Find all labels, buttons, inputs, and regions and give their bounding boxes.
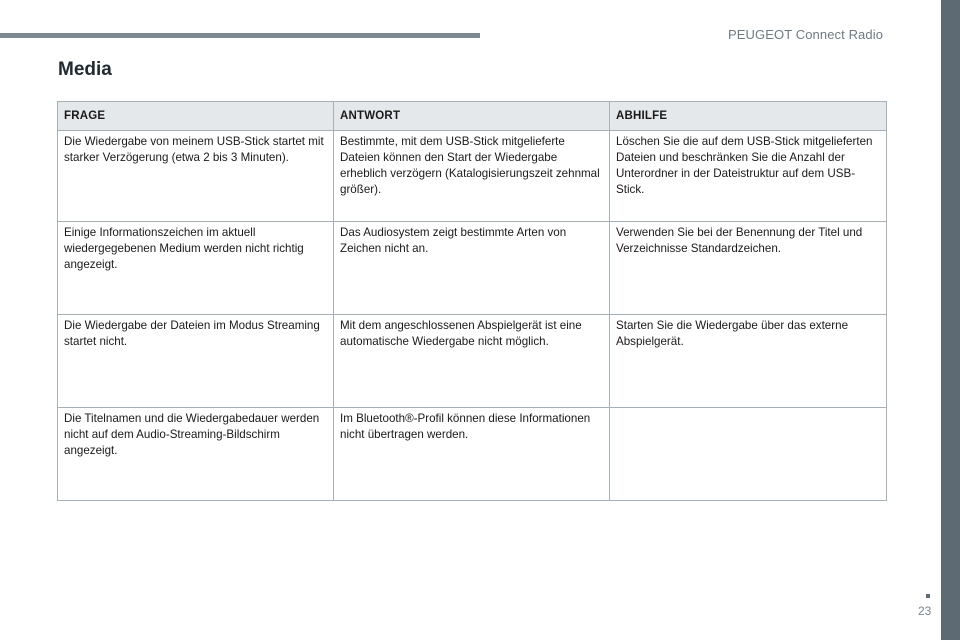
- table-row: [58, 222, 887, 315]
- page-marker: [926, 594, 930, 598]
- cell-frage: Die Wiedergabe von meinem USB-Stick startet mit starker Verzögerung (etwa 2 bis 3 Minuten).: [58, 131, 334, 222]
- cell-antwort: Bestimmte, mit dem USB-Stick mitgelieferte Dateien können den Start der Wiedergabe erheblich verzögern (Katalogisierungszeit zehnmal größer).: [334, 131, 610, 222]
- cell-antwort: Das Audiosystem zeigt bestimmte Arten von Zeichen nicht an.: [334, 222, 610, 315]
- troubleshooting-table: [57, 101, 887, 501]
- cell-frage: Die Wiedergabe der Dateien im Modus Streaming startet nicht.: [58, 315, 334, 408]
- cell-abhilfe: [610, 408, 887, 501]
- table-row: [58, 131, 887, 222]
- header-rule: [0, 33, 480, 38]
- table-header-row: [58, 102, 887, 131]
- side-strip: [941, 0, 960, 640]
- cell-antwort: Mit dem angeschlossenen Abspielgerät ist eine automatische Wiedergabe nicht möglich.: [334, 315, 610, 408]
- running-header: PEUGEOT Connect Radio: [728, 27, 884, 42]
- cell-antwort: Im Bluetooth®-Profil können diese Informationen nicht übertragen werden.: [334, 408, 610, 501]
- column-header-frage: FRAGE: [58, 102, 334, 131]
- cell-abhilfe: Starten Sie die Wiedergabe über das externe Abspielgerät.: [610, 315, 887, 408]
- table-row: [58, 408, 887, 501]
- column-header-antwort: ANTWORT: [334, 102, 610, 131]
- cell-frage: Die Titelnamen und die Wiedergabedauer werden nicht auf dem Audio-Streaming-Bildschirm angezeigt.: [58, 408, 334, 501]
- cell-frage: Einige Informationszeichen im aktuell wiedergegebenen Medium werden nicht richtig angezeigt.: [58, 222, 334, 315]
- column-header-abhilfe: ABHILFE: [610, 102, 887, 131]
- table-row: [58, 315, 887, 408]
- cell-abhilfe: Verwenden Sie bei der Benennung der Titel und Verzeichnisse Standardzeichen.: [610, 222, 887, 315]
- section-title: Media: [58, 59, 112, 80]
- page-number: 23: [918, 604, 932, 618]
- cell-abhilfe: Löschen Sie die auf dem USB-Stick mitgelieferten Dateien und beschränken Sie die Anzahl der Unterordner in der Dateistruktur auf dem USB-Stick.: [610, 131, 887, 222]
